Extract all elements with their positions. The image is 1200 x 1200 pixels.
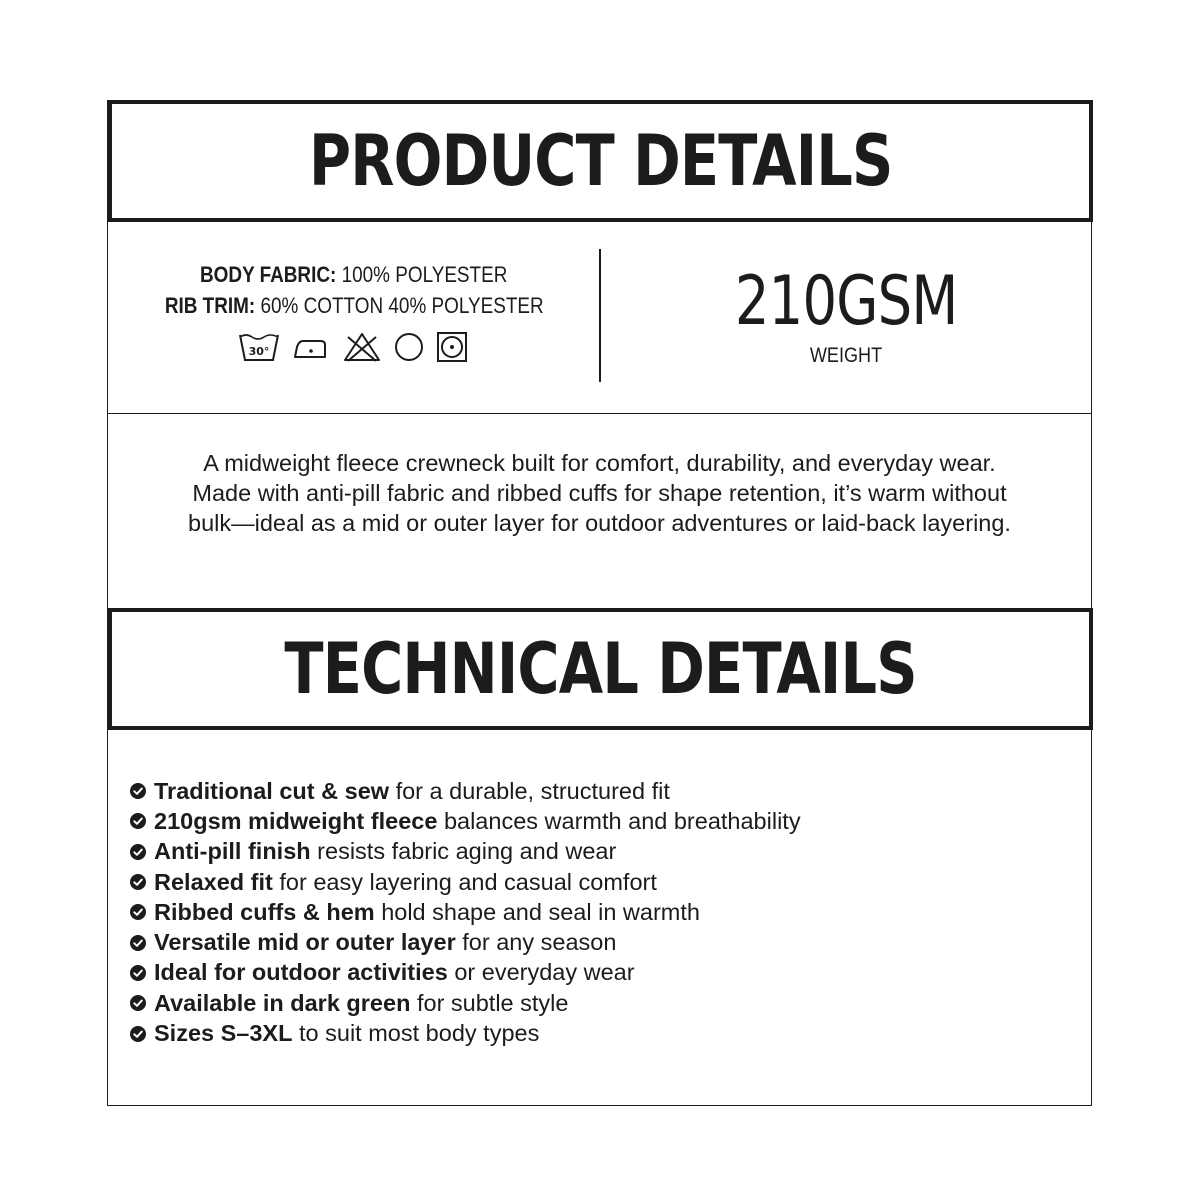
feature-text: or everyday wear: [447, 959, 635, 986]
feature-text: for a durable, structured fit: [389, 777, 670, 804]
feature-item: [130, 988, 801, 1018]
feature-highlight: Versatile mid or outer layer: [154, 929, 456, 956]
feature-text: for easy layering and casual comfort: [272, 868, 657, 895]
do-not-bleach-icon: [342, 331, 382, 363]
feature-item: [130, 837, 801, 867]
weight-value: 210GSM: [734, 262, 958, 341]
feature-item: [130, 897, 801, 927]
feature-highlight: Relaxed fit: [154, 868, 273, 895]
check-circle-icon: [130, 1026, 146, 1042]
care-instructions: [238, 329, 468, 365]
check-circle-icon: [130, 813, 146, 829]
check-circle-icon: [130, 874, 146, 890]
feature-text: hold shape and seal in warmth: [374, 898, 700, 925]
feature-item: [130, 776, 801, 806]
technical-details-header: [108, 608, 1093, 730]
feature-highlight: Traditional cut & sew: [154, 777, 390, 804]
technical-details-title: TECHNICAL DETAILS: [284, 628, 917, 710]
feature-text: for any season: [455, 929, 617, 956]
description-line: bulk—ideal as a mid or outer layer for outdoor adventures or laid-back layering.: [188, 510, 1011, 536]
rib-trim-line: [108, 293, 600, 319]
feature-highlight: Sizes S–3XL: [154, 1020, 293, 1047]
weight-label: WEIGHT: [809, 344, 883, 367]
feature-highlight: Ribbed cuffs & hem: [154, 898, 375, 925]
feature-item: [130, 867, 801, 897]
rib-trim-value: 60% COTTON 40% POLYESTER: [260, 293, 544, 318]
product-details-title: PRODUCT DETAILS: [308, 120, 893, 202]
feature-item: [130, 927, 801, 957]
product-info-card: [107, 100, 1092, 1106]
rib-trim-label: RIB TRIM:: [164, 293, 255, 318]
feature-text: balances warmth and breathability: [437, 807, 801, 834]
feature-item: [130, 1018, 801, 1048]
check-circle-icon: [130, 783, 146, 799]
feature-item: [130, 958, 801, 988]
feature-highlight: 210gsm midweight fleece: [154, 807, 438, 834]
description-line: A midweight fleece crewneck built for comfort, durability, and everyday wear.: [203, 450, 996, 476]
wash-temp-label: 30°: [248, 345, 270, 358]
tumble-dry-low-icon: [436, 331, 468, 363]
specs-row: [108, 222, 1091, 414]
feature-highlight: Available in dark green: [154, 989, 411, 1016]
iron-low-icon: [291, 331, 331, 363]
feature-item: [130, 806, 801, 836]
feature-highlight: Anti-pill finish: [154, 838, 311, 865]
check-circle-icon: [130, 935, 146, 951]
description-line: Made with anti-pill fabric and ribbed cuffs for shape retention, it’s warm without: [192, 480, 1007, 506]
body-fabric-label: BODY FABRIC:: [200, 262, 337, 287]
feature-text: to suit most body types: [292, 1020, 540, 1047]
check-circle-icon: [130, 844, 146, 860]
product-details-header: [108, 100, 1093, 222]
check-circle-icon: [130, 965, 146, 981]
feature-text: resists fabric aging and wear: [310, 838, 617, 865]
dry-clean-icon: [393, 331, 425, 363]
check-circle-icon: [130, 995, 146, 1011]
product-description: [128, 448, 1071, 538]
feature-text: for subtle style: [410, 989, 569, 1016]
body-fabric-value: 100% POLYESTER: [341, 262, 508, 287]
fabric-composition: [108, 222, 600, 414]
wash-30-icon: [238, 331, 280, 363]
check-circle-icon: [130, 904, 146, 920]
fabric-weight: [601, 222, 1091, 414]
feature-list: [130, 776, 801, 1049]
body-fabric-line: [108, 262, 600, 288]
feature-highlight: Ideal for outdoor activities: [154, 959, 448, 986]
